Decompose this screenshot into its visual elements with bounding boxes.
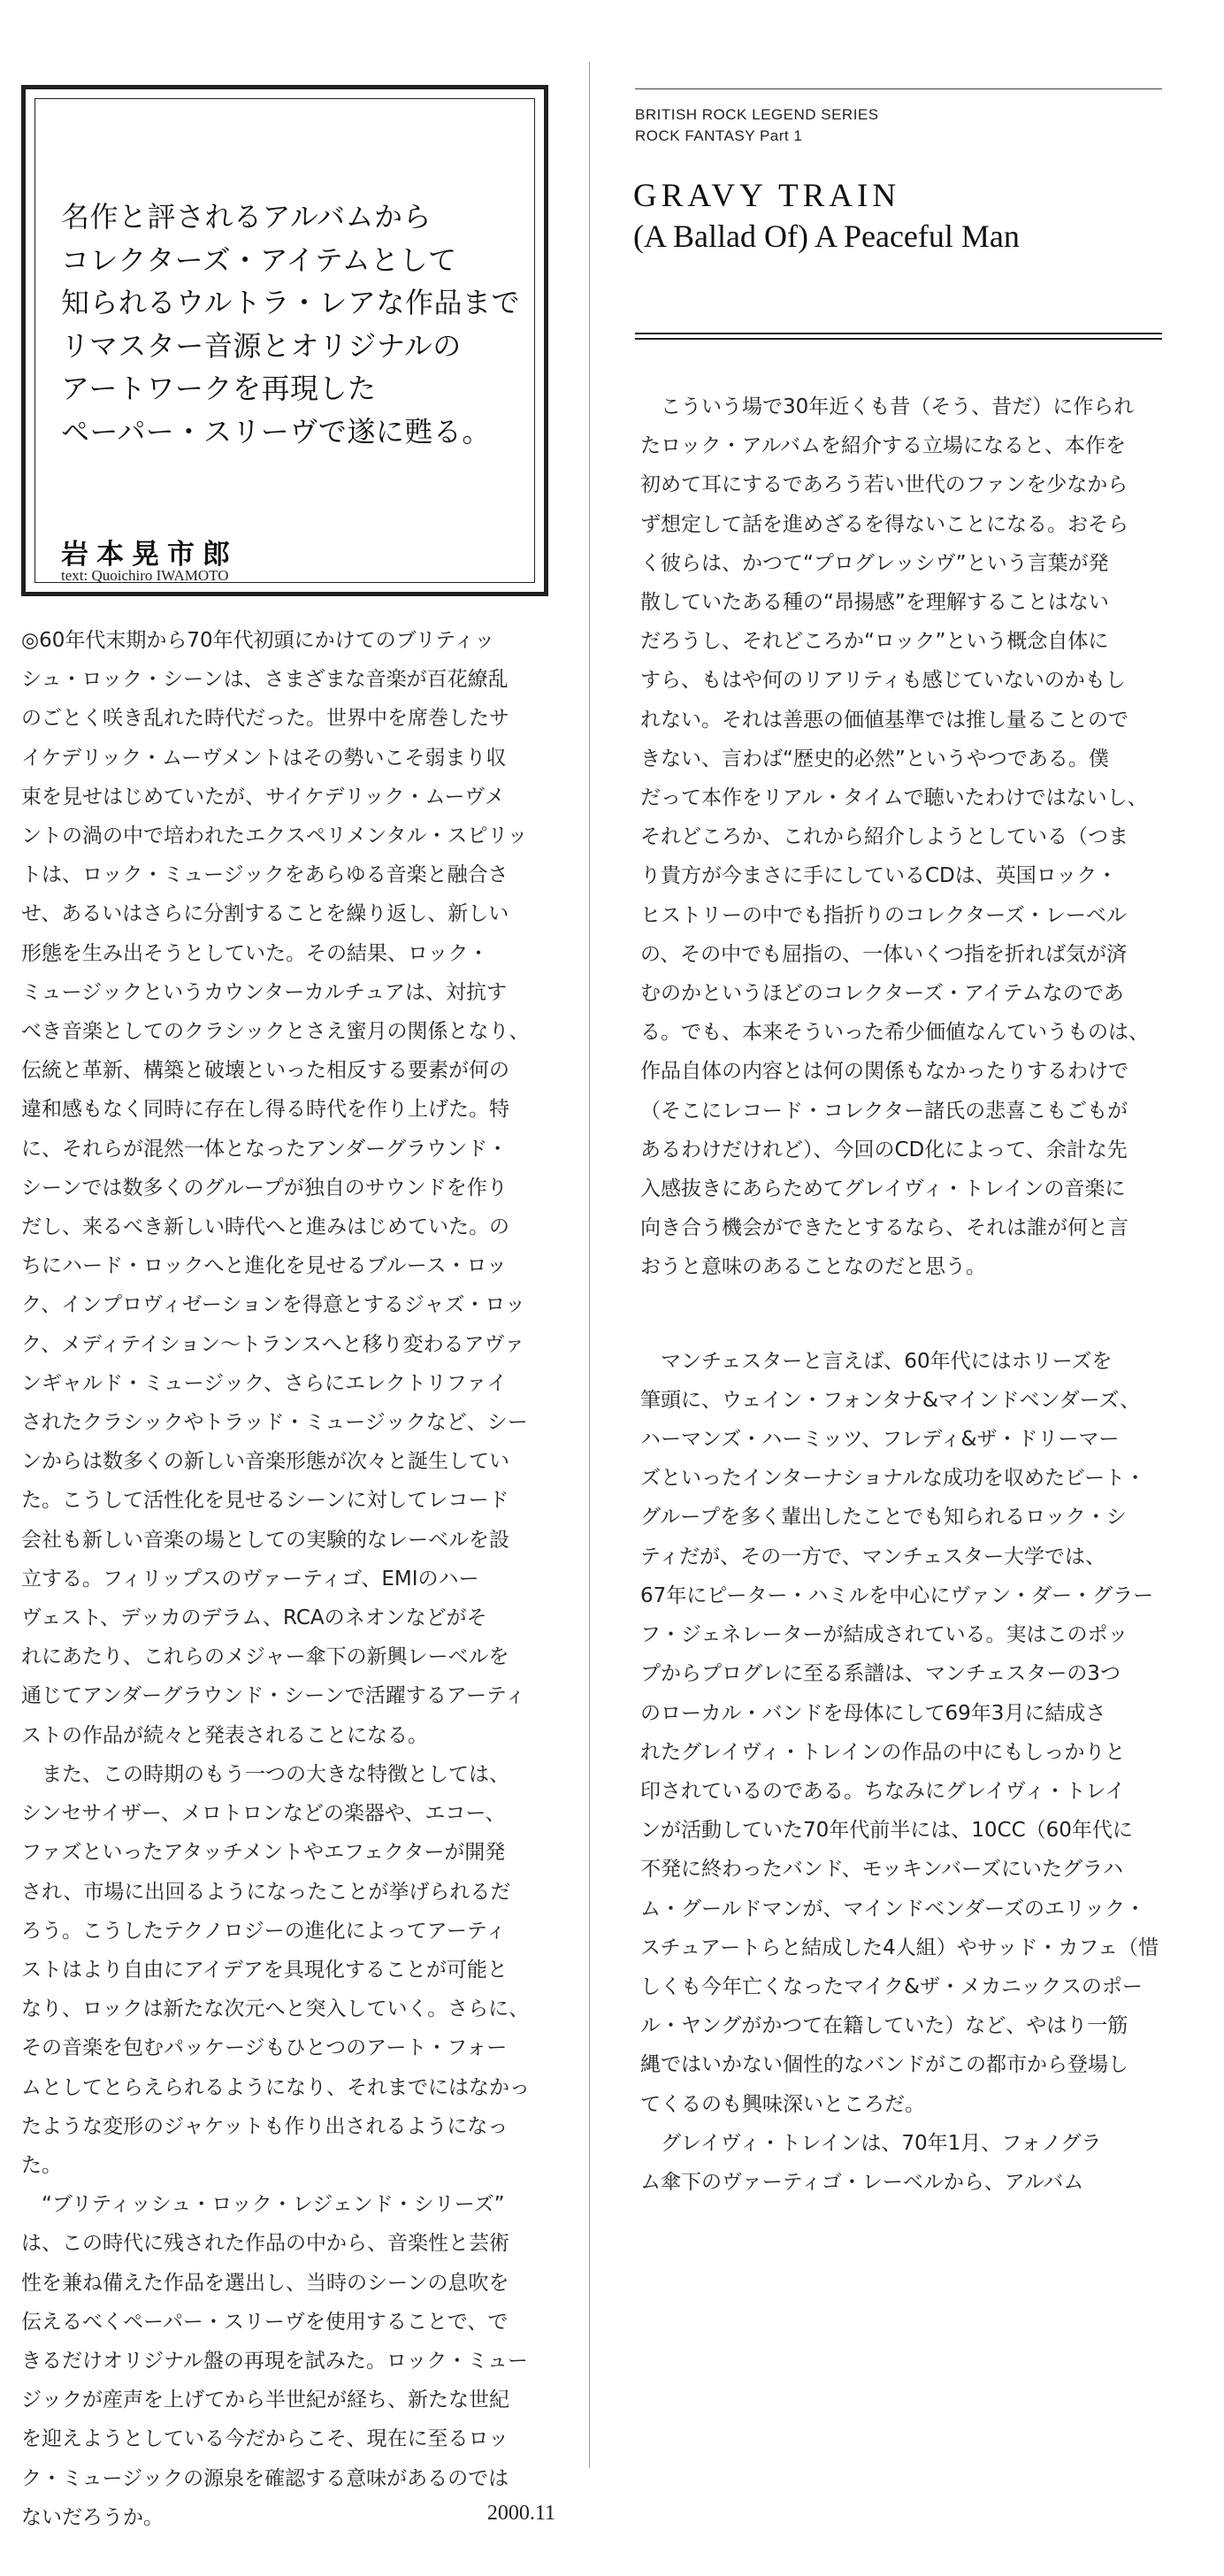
- left-column: [21, 85, 561, 2576]
- paragraph: “ブリティッシュ・ロック・レジェンド・シリーズ” は、この時代に残された作品の中から、音楽性と芸術 性を兼ね備えた作品を選出し、当時のシーンの息吹を 伝えるべくペーパー・スリーヴを使用することで、で きるだけオリジナル盤の再現を試みた。ロック・ミュー ジックが産声を上げてから半世紀が経ち、新たな世紀 を迎えようとしている今だからこそ、現在に至るロッ ク・ミュージックの源泉を確認する意味があるのでは ないだろうか。: [21, 2193, 528, 2529]
- right-body-text: [640, 387, 1164, 2202]
- album-artist-title: GRAVY TRAIN: [633, 178, 901, 214]
- author-name: 岩本晃市郎: [61, 539, 238, 571]
- catchcopy-line: コレクターズ・アイテムとして: [61, 242, 457, 277]
- title-double-rule: [635, 333, 1162, 340]
- catchcopy-line: 知られるウルトラ・レアな作品まで: [61, 286, 521, 319]
- series-label: [635, 104, 879, 147]
- column-divider: [589, 62, 590, 2468]
- paragraph: こういう場で30年近くも昔（そう、昔だ）に作られ たロック・アルバムを紹介する立場になると、本作を 初めて耳にするであろう若い世代のファンを少なから ず想定して話を進めざるを得ないことになる。おそら く彼らは、かつて“プログレッシヴ”という言葉が発 散していたある種の“昂揚感”を理解することはない だろうし、それどころか“ロック”という概念自体に すら、もはや何のリアリティも感じていないのかもし れない。それは善悪の価値基準では推し量ることので きない、言わば“歴史的必然”というやつである。僕 だって本作をリアル・タイムで聴いたわけではないし、 それどころか、これから紹介しようとしている（つま り貴方が今まさに手にしているCDは、英国ロック・ ヒストリーの中でも指折りのコレクターズ・レーベル の、その中でも屈指の、一体いくつ指を折れば気が済 むのかというほどのコレクターズ・アイテムなのであ る。でも、本来そういった希少価値なんていうものは、 作品自体の内容とは何の関係もなかったりするわけで （そこにレコード・コレクター諸氏の悲喜こもごもが あるわけだけれど）、今回のCD化によって、余計な先 入感抜きにあらためてグレイヴィ・トレインの音楽に 向き合う機会ができたとするなら、それは誰が何と言 おうと意味のあることなのだと思う。: [640, 395, 1149, 1279]
- author-credit: text: Quoichiro IWAMOTO: [61, 567, 229, 584]
- signature-row: [21, 2501, 561, 2576]
- catchcopy-line: リマスター音源とオリジナルの: [61, 328, 462, 363]
- catchcopy-line: アートワークを再現した: [61, 372, 377, 405]
- paragraph: グレイヴィ・トレインは、70年1月、フォノグラ ム傘下のヴァーティゴ・レーベルから、アルバム: [640, 2131, 1102, 2194]
- catchcopy: [61, 196, 520, 453]
- catchcopy-line: 名作と評されるアルバムから: [61, 200, 432, 234]
- catchcopy-box: [21, 85, 548, 596]
- paragraph: ◎60年代末期から70年代初頭にかけてのブリティッ シュ・ロック・シーンは、さまざまな音楽が百花繚乱 のごとく咲き乱れた時代だった。世界中を席巻したサ イケデリック・ムーヴメントはその勢いこそ弱まり収 束を見せはじめていたが、サイケデリック・ムーヴメ ントの渦の中で培われたエクスペリメンタル・スピリッ トは、ロック・ミュージックをあらゆる音楽と融合さ せ、あるいはさらに分割することを繰り返し、新しい 形態を生み出そうとしていた。その結果、ロック・ ミュージックというカウンターカルチュアは、対抗す べき音楽としてのクラシックとさえ蜜月の関係となり、 伝統と革新、構築と破壊といった相反する要素が何の 違和感もなく同時に存在し得る時代を作り上げた。特 に、それらが混然一体となったアンダーグラウンド・ シーンでは数多くのグループが独自のサウンドを作り だし、来るべき新しい時代へと進みはじめていた。の ちにハード・ロックへと進化を見せるブルース・ロッ ク、インプロヴィゼーションを得意とするジャズ・ロッ ク、メディテイション〜トランスへと移り変わるアヴァ ンギャルド・ミュージック、さらにエレクトリファイ されたクラシックやトラッド・ミュージックなど、シー ンからは数多くの新しい音楽形態が次々と誕生してい た。こうして活性化を見せるシーンに対してレコード 会社も新しい音楽の場としての実験的なレーベルを設 立する。フィリップスのヴァーティゴ、EMIのハー ヴェスト、デッカのデラム、RCAのネオンなどがそ れにあたり、これらのメジャー傘下の新興レーベルを 通じてアンダーグラウンド・シーンで活躍するアーティ ストの作品が続々と発表されることになる。: [21, 629, 530, 1747]
- top-rule: [635, 88, 1162, 89]
- sign-date: 2000.11: [486, 2501, 555, 2525]
- series-part: ROCK FANTASY Part 1: [635, 127, 803, 144]
- album-title: (A Ballad Of) A Peaceful Man: [633, 218, 1020, 254]
- series-name: BRITISH ROCK LEGEND SERIES: [635, 106, 879, 123]
- left-body-text: [21, 621, 561, 2576]
- paragraph: マンチェスターと言えば、60年代にはホリーズを 筆頭に、ウェイン・フォンタナ&マインドベンダーズ、 ハーマンズ・ハーミッツ、フレディ&ザ・ドリーマー ズといったインターナショナルな成功を収めたビート・ グループを多く輩出したことでも知られるロック・シ ティだが、その一方で、マンチェスター大学では、 67年にピーター・ハミルを中心にヴァン・ダー・グラー フ・ジェネレーターが結成されている。実はこのポッ プからプログレに至る系譜は、マンチェスターの3つ のローカル・バンドを母体にして69年3月に結成さ れたグレイヴィ・トレインの作品の中にもしっかりと 印されているのである。ちなみにグレイヴィ・トレイ ンが活動していた70年代前半には、10CC（60年代に 不発に終わったバンド、モッキンバーズにいたグラハ ム・グールドマンが、マインドベンダーズのエリック・ スチュアートらと結成した4人組）やサッド・カフェ（惜 しくも今年亡くなったマイク&ザ・メカニックスのポー ル・ヤングがかつて在籍していた）など、やはり一筋 縄ではいかない個性的なバンドがこの都市から登場し てくるのも興味深いところだ。: [640, 1349, 1159, 2116]
- paragraph: また、この時期のもう一つの大きな特徴としては、 シンセサイザー、メロトロンなどの楽器や、エコー、 ファズといったアタッチメントやエフェクターが開発 され、市場に出回るようになったことが挙げられるだ ろう。こうしたテクノロジーの進化によってアーティ ストはより自由にアイデアを具現化することが可能と なり、ロックは新たな次元へと突入していく。さらに、 その音楽を包むパッケージもひとつのアート・フォー ムとしてとらえられるようになり、それまでにはなかっ たような変形のジャケットも作り出されるようになっ た。: [21, 1762, 530, 2177]
- catchcopy-line: ペーパー・スリーヴで遂に甦る。: [61, 414, 491, 448]
